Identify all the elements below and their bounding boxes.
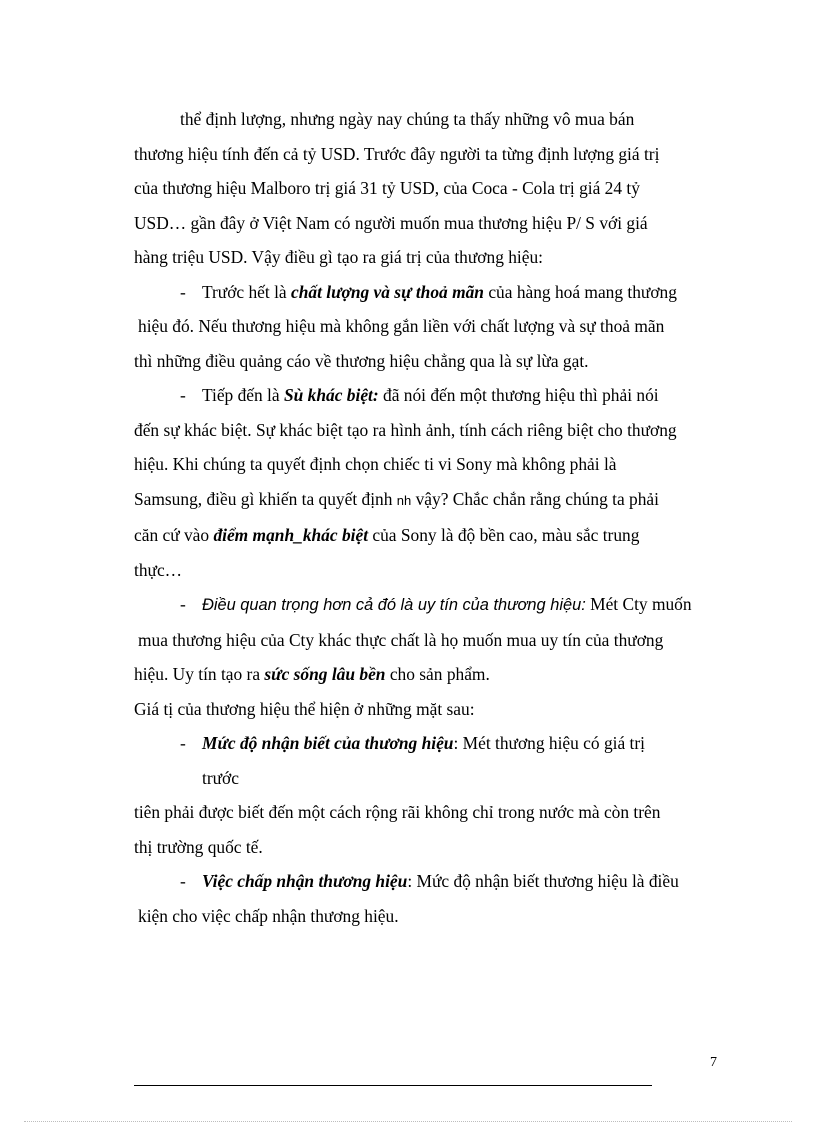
text-line [134,378,720,413]
text-line: thì những điều quảng cáo về thương hiệu chẳng qua là sự lừa gạt. [134,350,589,371]
text-run: căn cứ vào [134,525,214,545]
text-line [134,657,720,692]
text-run: : Mét thương hiệu có giá trị [453,733,645,753]
bullet-difference [134,378,720,587]
emphasis-text: Sù khác biệt: [283,385,379,405]
text-line: USD… gần đây ở Việt Nam có người muốn mua thương hiệu P/ S với giá [134,212,648,233]
text-run: : Mức độ nhận biết thương hiệu là điều [407,871,679,891]
text-line: trước [202,767,239,788]
text-run: của hàng hoá mang thương [483,281,677,302]
text-run: vậy? Chắc chắn rằng chúng ta phải [411,488,659,509]
emphasis-text: sức sống lâu bền [264,664,386,684]
page-boundary-rule [24,1121,792,1122]
text-line: thương hiệu tính đến cả tỷ USD. Trước đây người ta từng định lượng giá trị [134,143,660,164]
emphasis-text: Việc chấp nhận thương hiệu [202,871,408,891]
bullet-awareness [134,726,720,864]
bullet-acceptance [134,864,720,933]
text-run: đã nói đến một thương hiệu thì phải nói [378,385,659,405]
bullet-dash: - [180,281,186,302]
bullet-dash: - [180,594,186,614]
text-line [134,726,720,761]
text-line: hàng triệu USD. Vậy điều gì tạo ra giá trị của thương hiệu: [134,247,544,267]
emphasis-text: Điều quan trọng hơn cả đó là uy tín của thương hiệu: [202,596,586,614]
text-line: tiên phải được biết đến một cách rộng rãi không chỉ trong nước mà còn trên [134,802,661,822]
text-line [134,482,720,519]
emphasis-text: Mức độ nhận biết của thương hiệu [202,733,454,753]
bullet-dash: - [180,733,186,753]
text-line: mua thương hiệu của Cty khác thực chất là họ muốn mua uy tín của thương [138,629,664,650]
page-number: 7 [710,1055,717,1070]
emphasis-text: chất lượng và sự thoả mãn [290,281,484,302]
text-run: nh [396,492,412,508]
text-line: đến sự khác biệt. Sự khác biệt tạo ra hình ảnh, tính cách riêng biệt cho thương [134,419,677,440]
bullet-reputation [134,587,720,692]
bullet-dash: - [180,871,186,891]
body-text [134,102,720,933]
text-line: kiện cho việc chấp nhận thương hiệu. [138,905,399,926]
text-run: của Sony là độ bền cao, màu sắc trung [368,525,640,545]
text-line: thể định lượng, nhưng ngày nay chúng ta thấy những vô mua bán [180,109,635,129]
footer-rule [134,1085,652,1086]
text-run: Samsung, điều gì khiến ta quyết định [134,488,397,509]
text-line: hiệu đó. Nếu thương hiệu mà không gắn liền với chất lượng và sự thoả mãn [138,316,665,336]
paragraph-value-aspects [134,692,720,727]
text-line [134,864,720,899]
bullet-quality [134,275,720,379]
text-run: Mét Cty muốn [585,594,692,614]
text-run: cho sản phẩm. [385,664,490,684]
text-line: thực… [134,559,183,580]
text-run: hiệu. Uy tín tạo ra [134,664,265,684]
text-line: hiệu. Khi chúng ta quyết định chọn chiếc ti vi Sony mà không phải là [134,454,617,474]
text-run: Tiếp đến là [202,385,284,405]
text-line [134,518,720,553]
text-line [134,587,720,623]
text-line: Giá tị của thương hiệu thể hiện ở những mặt sau: [134,698,475,719]
text-line: thị trường quốc tế. [134,836,263,857]
text-run: Trước hết là [202,281,291,302]
text-line [134,275,720,310]
emphasis-text: điểm mạnh_khác biệt [213,525,369,545]
text-line: của thương hiệu Malboro trị giá 31 tỷ USD, của Coca - Cola trị giá 24 tỷ [134,178,640,198]
bullet-dash: - [180,385,186,405]
paragraph-intro [134,102,720,275]
